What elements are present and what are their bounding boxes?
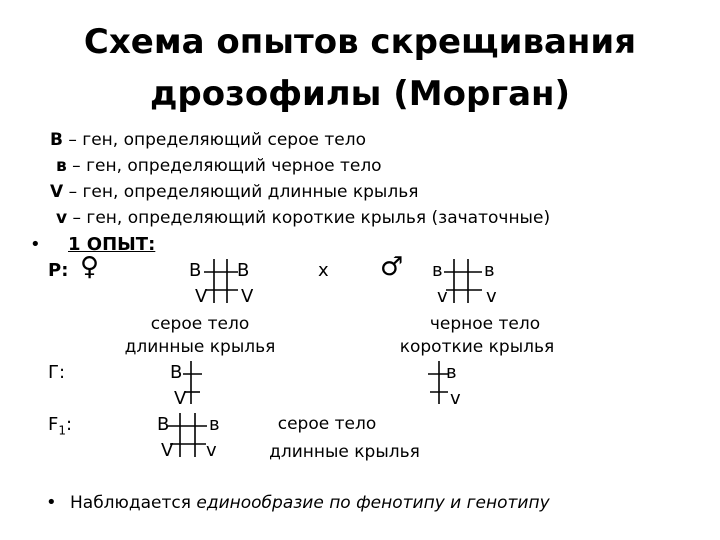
female-phenotype-body: серое тело: [150, 314, 250, 334]
f1-phenotype-body: серое тело: [277, 414, 377, 434]
definition-text: – ген, определяющий черное тело: [66, 156, 382, 176]
male-allele-top-right: в: [484, 260, 495, 281]
f1-label-colon: :: [66, 414, 73, 435]
male-phenotype-body: черное тело: [429, 314, 541, 334]
definition-gene-b: [56, 156, 382, 176]
gene-symbol: V: [50, 182, 64, 202]
title-line-2: дрозофилы (Морган): [149, 74, 571, 114]
title-line-1: Схема опытов скрещивания: [83, 22, 637, 62]
definition-gene-v: [56, 208, 550, 228]
experiment-heading: 1 ОПЫТ:: [68, 234, 156, 255]
male-allele-bottom-left: v: [437, 286, 448, 307]
gametes-label: Г:: [48, 362, 66, 383]
male-symbol-icon: ♂: [380, 252, 404, 282]
conclusion-prefix: Наблюдается: [70, 493, 197, 513]
f1-label-subscript: 1: [58, 423, 66, 438]
definition-text: – ген, определяющий длинные крылья: [63, 182, 419, 202]
cross-sign: х: [318, 260, 329, 281]
definition-text: – ген, определяющий серое тело: [62, 130, 366, 150]
male-phenotype-wings: короткие крылья: [399, 337, 555, 357]
gamete-female-bottom: V: [174, 388, 187, 409]
gamete-male-top: в: [446, 362, 457, 383]
gamete-female-top: В: [170, 362, 183, 383]
female-allele-bottom-left: V: [195, 286, 208, 307]
f1-allele-bottom-right: v: [206, 440, 217, 461]
female-allele-bottom-right: V: [241, 286, 254, 307]
f1-allele-top-left: В: [157, 414, 170, 435]
female-phenotype-wings: длинные крылья: [124, 337, 276, 357]
experiment-bullet: •: [30, 234, 41, 255]
definition-gene-B: [50, 130, 366, 150]
definition-text: – ген, определяющий короткие крылья (зачаточные): [67, 208, 551, 228]
gene-symbol: в: [56, 156, 67, 176]
f1-label: [48, 414, 72, 438]
male-allele-top-left: в: [432, 260, 443, 281]
f1-label-letter: F: [48, 414, 59, 435]
conclusion-bullet: •: [46, 492, 57, 513]
f1-allele-top-right: в: [209, 414, 220, 435]
female-allele-top-left: В: [189, 260, 202, 281]
parents-label: Р:: [48, 260, 69, 281]
conclusion-text: [70, 493, 550, 513]
gene-symbol: В: [50, 130, 63, 150]
gamete-male-bottom: v: [450, 388, 461, 409]
female-allele-top-right: В: [237, 260, 250, 281]
f1-phenotype-wings: длинные крылья: [269, 442, 420, 462]
female-symbol-icon: ♀: [80, 252, 100, 282]
definition-gene-V: [50, 182, 418, 202]
f1-allele-bottom-left: V: [161, 440, 174, 461]
male-allele-bottom-right: v: [486, 286, 497, 307]
gene-symbol: v: [56, 208, 68, 228]
conclusion-emphasis: единообразие по фенотипу и генотипу: [196, 493, 550, 513]
